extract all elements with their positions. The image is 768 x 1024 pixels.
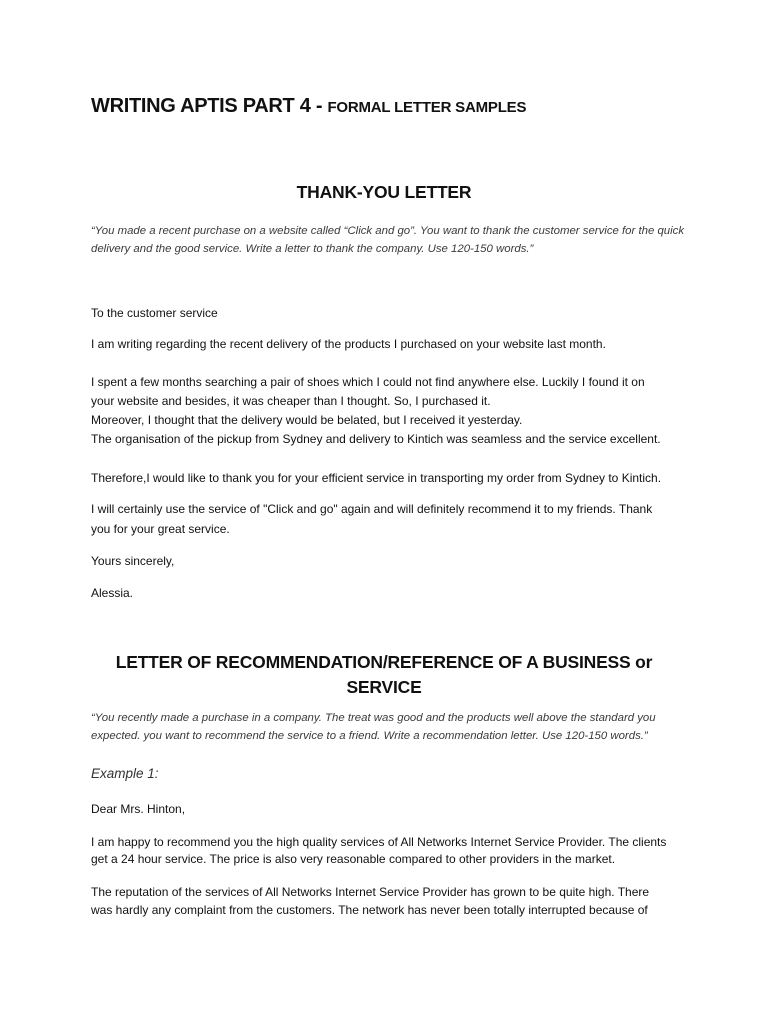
recommendation-heading-line-2: SERVICE xyxy=(346,677,422,697)
thank-you-heading: THANK-YOU LETTER xyxy=(296,182,472,202)
thank-you-paragraph-2-line-1: I spent a few months searching a pair of shoes which I could not find anywhere else. Luckily I found it on xyxy=(91,375,645,389)
thank-you-closing: Yours sincerely, xyxy=(91,554,175,568)
recommendation-prompt: “You recently made a purchase in a company. The treat was good and the products well above the standard you expected. you want to recommend the service to a friend. Write a recommendation letter. Use 120-150 words.” xyxy=(91,712,656,742)
example-label: Example 1: xyxy=(91,766,159,781)
page-title xyxy=(91,95,526,118)
thank-you-paragraph-1: I am writing regarding the recent delivery of the products I purchased on your website last month. xyxy=(91,337,606,351)
recommendation-paragraph-1-line-1: I am happy to recommend you the high quality services of All Networks Internet Service Provider. The clients xyxy=(91,835,667,849)
page-title-sub: FORMAL LETTER SAMPLES xyxy=(327,99,527,116)
recommendation-heading-line-1: LETTER OF RECOMMENDATION/REFERENCE OF A BUSINESS or xyxy=(115,652,653,672)
thank-you-paragraph-2-line-2: your website and besides, it was cheaper than I thought. So, I purchased it. xyxy=(91,394,491,408)
thank-you-prompt: “You made a recent purchase on a website called “Click and go”. You want to thank the customer service for the quick delivery and the good service. Write a letter to thank the company. Use 120-150 words.” xyxy=(91,225,685,255)
thank-you-paragraph-2-line-4: The organisation of the pickup from Sydney and delivery to Kintich was seamless and the service excellent. xyxy=(91,432,661,446)
thank-you-salutation: To the customer service xyxy=(91,306,218,320)
recommendation-paragraph-2-line-1: The reputation of the services of All Networks Internet Service Provider has grown to be quite high. There xyxy=(91,885,650,899)
recommendation-paragraph-2-line-2: was hardly any complaint from the customers. The network has never been totally interrupted because of xyxy=(91,903,648,917)
page-title-main: WRITING APTIS PART 4 - xyxy=(91,95,328,117)
thank-you-paragraph-4-line-2: you for your great service. xyxy=(91,522,230,536)
thank-you-signature: Alessia. xyxy=(91,586,134,600)
recommendation-salutation: Dear Mrs. Hinton, xyxy=(91,802,186,816)
thank-you-paragraph-3: Therefore,I would like to thank you for your efficient service in transporting my order from Sydney to Kintich. xyxy=(91,471,662,485)
thank-you-paragraph-4-line-1: I will certainly use the service of "Click and go" again and will definitely recommend it to my friends. Thank xyxy=(91,502,653,516)
thank-you-paragraph-2-line-3: Moreover, I thought that the delivery would be belated, but I received it yesterday. xyxy=(91,413,523,427)
recommendation-paragraph-1-line-2: get a 24 hour service. The price is also very reasonable compared to other providers in the market. xyxy=(91,852,616,866)
